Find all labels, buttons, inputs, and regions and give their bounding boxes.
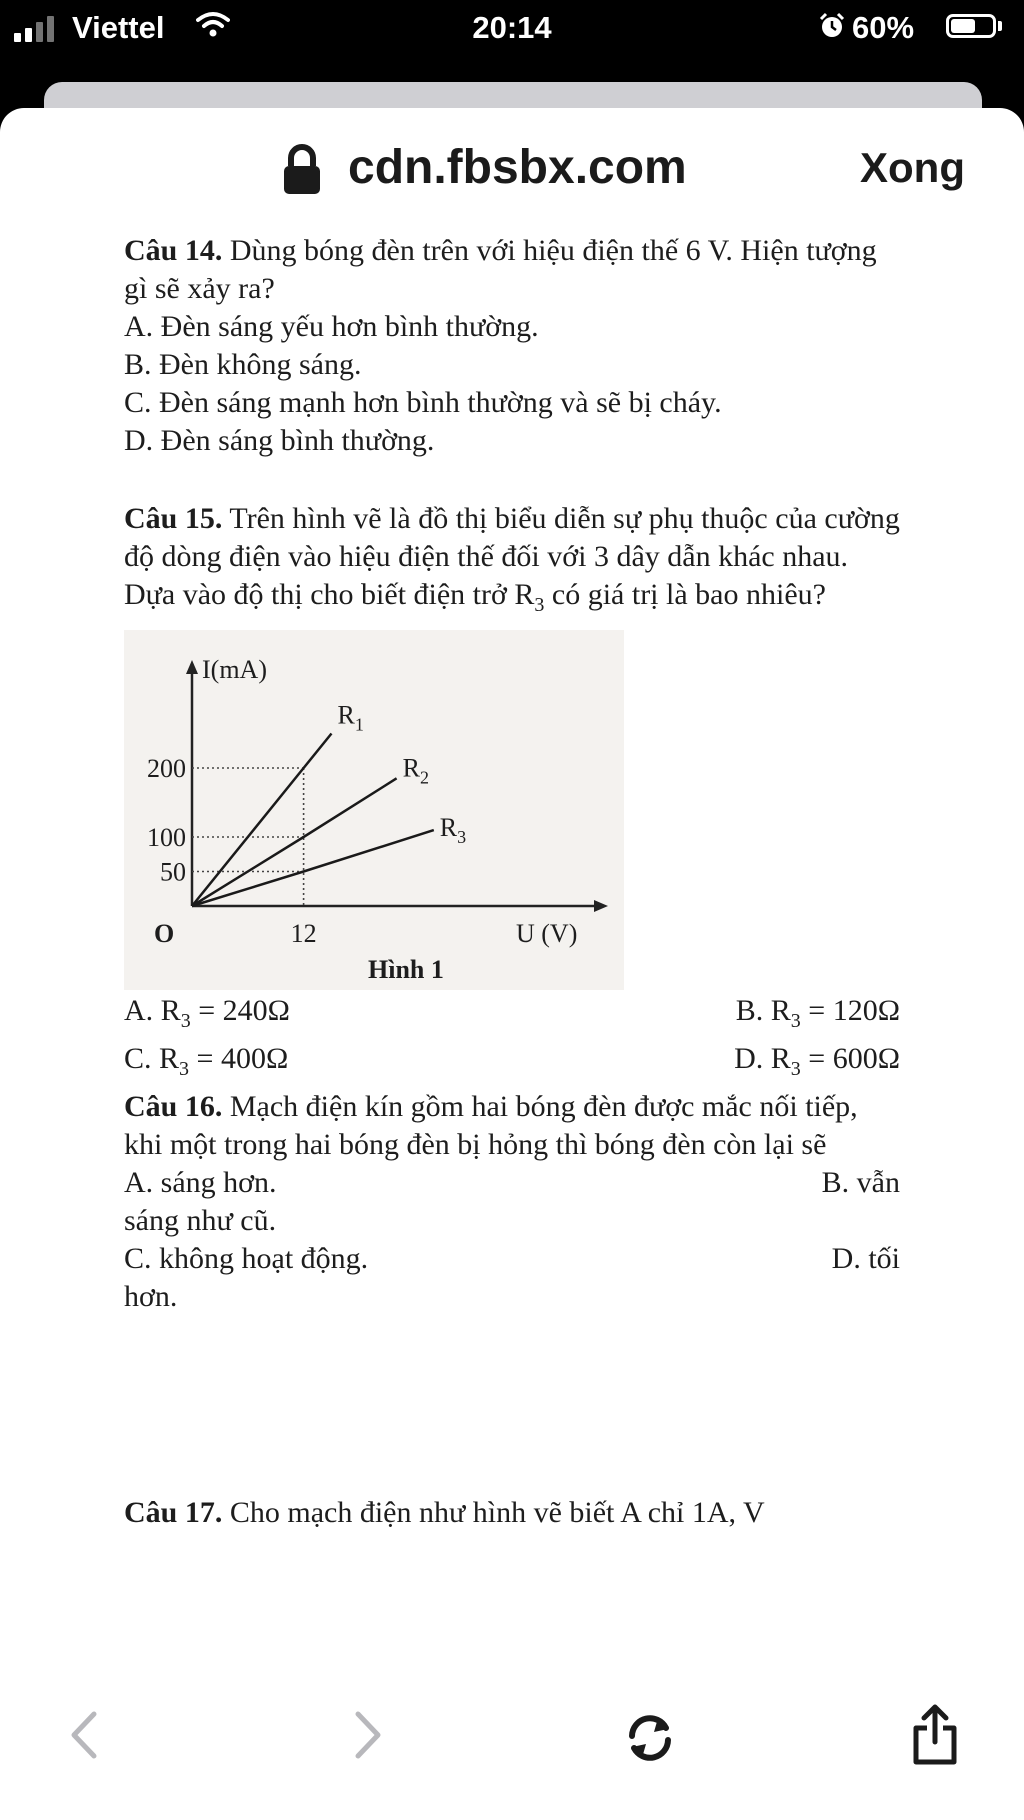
q16-option-a: A. sáng hơn. (124, 1166, 277, 1199)
series-label-R2: $R_2$ (402, 753, 429, 788)
q15-stem (124, 500, 900, 624)
y-tick-label-50: 50 (160, 857, 186, 887)
q16-option-c: C. không hoạt động. (124, 1242, 369, 1275)
document-content (124, 232, 900, 1532)
q15-r-symbol: R (514, 578, 535, 611)
q15-text-rest: có giá trị là bao nhiêu? (544, 578, 826, 611)
q15-option-b: B. $R_3 = 120\Omega$ (735, 994, 900, 1032)
browser-nav-bar (0, 108, 1024, 226)
alarm-icon (818, 12, 846, 48)
q17-stem (124, 1494, 900, 1532)
q15-text: Trên hình vẽ là đồ thị biểu diễn sự phụ thuộc của cường độ dòng điện vào hiệu điện thế đối với 3 dây dẫn khác nhau. Dựa vào độ thị cho biết điện trở (124, 502, 900, 611)
q16-option-b: B. vẫn (821, 1166, 900, 1199)
q16-option-d: D. tối (831, 1242, 900, 1275)
q14-number: Câu 14. (124, 234, 223, 267)
q16-stem (124, 1088, 900, 1164)
q14-option-d: D. Đèn sáng bình thường. (124, 424, 435, 457)
battery-nub (998, 21, 1002, 31)
battery-percent: 60% (852, 10, 915, 45)
q15-options-row-2 (124, 1040, 900, 1088)
series-line-R3 (192, 830, 434, 906)
done-button[interactable]: Xong (860, 144, 965, 191)
chart-svg (124, 630, 624, 990)
q16-options-row-1 (124, 1164, 900, 1202)
q14-option-c: C. Đèn sáng mạnh hơn bình thường và sẽ bị cháy. (124, 386, 722, 419)
q15-option-d: D. $R_3 = 600\Omega$ (734, 1042, 900, 1080)
origin-label: O (154, 919, 175, 948)
lock-icon (282, 144, 322, 196)
figure-hinh-1 (124, 630, 624, 990)
series-line-R2 (192, 778, 397, 906)
y-axis-arrow (186, 660, 198, 674)
series-label-R1: $R_1$ (337, 700, 364, 735)
q16-number: Câu 16. (124, 1090, 223, 1123)
q14-text: Dùng bóng đèn trên với hiệu điện thế 6 V. Hiện tượng gì sẽ xảy ra? (124, 234, 877, 305)
reload-icon[interactable] (622, 1710, 678, 1771)
q14-option-a: A. Đèn sáng yếu hơn bình thường. (124, 310, 539, 343)
chevron-left-icon[interactable] (66, 1710, 100, 1765)
browser-toolbar (0, 1686, 1024, 1820)
y-tick-label-100: 100 (147, 823, 186, 852)
status-bar (0, 0, 1024, 72)
q17-text: Cho mạch điện như hình vẽ biết A chỉ 1A, V (222, 1496, 765, 1529)
x-axis-label: U (V) (516, 919, 578, 948)
clock: 20:14 (472, 10, 552, 45)
chevron-right-icon[interactable] (352, 1710, 386, 1765)
share-icon[interactable] (910, 1704, 960, 1771)
x-axis-arrow (594, 900, 608, 912)
x-tick-label-12: 12 (290, 919, 317, 948)
spacer (124, 460, 900, 500)
carrier-label: Viettel (72, 10, 165, 45)
y-tick-label-200: 200 (147, 754, 186, 783)
series-line-R1 (192, 734, 332, 907)
q17-number: Câu 17. (124, 1496, 223, 1529)
spacer (124, 1316, 900, 1494)
y-axis-label: I(mA) (202, 655, 267, 684)
q16-option-b-cont: sáng như cũ. (124, 1204, 277, 1237)
q15-number: Câu 15. (124, 502, 223, 535)
q16-options-row-2 (124, 1240, 900, 1278)
q14-option-b: B. Đèn không sáng. (124, 348, 362, 381)
q15-option-a: A. $R_3 = 240\Omega$ (124, 994, 290, 1032)
q15-option-c: C. $R_3 = 400\Omega$ (124, 1042, 289, 1080)
q15-r-sub: 3 (534, 594, 545, 616)
chart-title: Hình 1 (368, 955, 444, 984)
series-label-R3: $R_3$ (439, 813, 467, 848)
url-host[interactable]: cdn.fbsbx.com (348, 141, 687, 194)
browser-sheet (0, 108, 1024, 1820)
q14-stem (124, 232, 900, 308)
q16-option-d-cont: hơn. (124, 1280, 178, 1313)
q15-options-row-1 (124, 992, 900, 1040)
q16-text: Mạch điện kín gồm hai bóng đèn được mắc nối tiếp, khi một trong hai bóng đèn bị hỏng thì bóng đèn còn lại sẽ (124, 1090, 858, 1161)
battery-icon (946, 14, 996, 38)
